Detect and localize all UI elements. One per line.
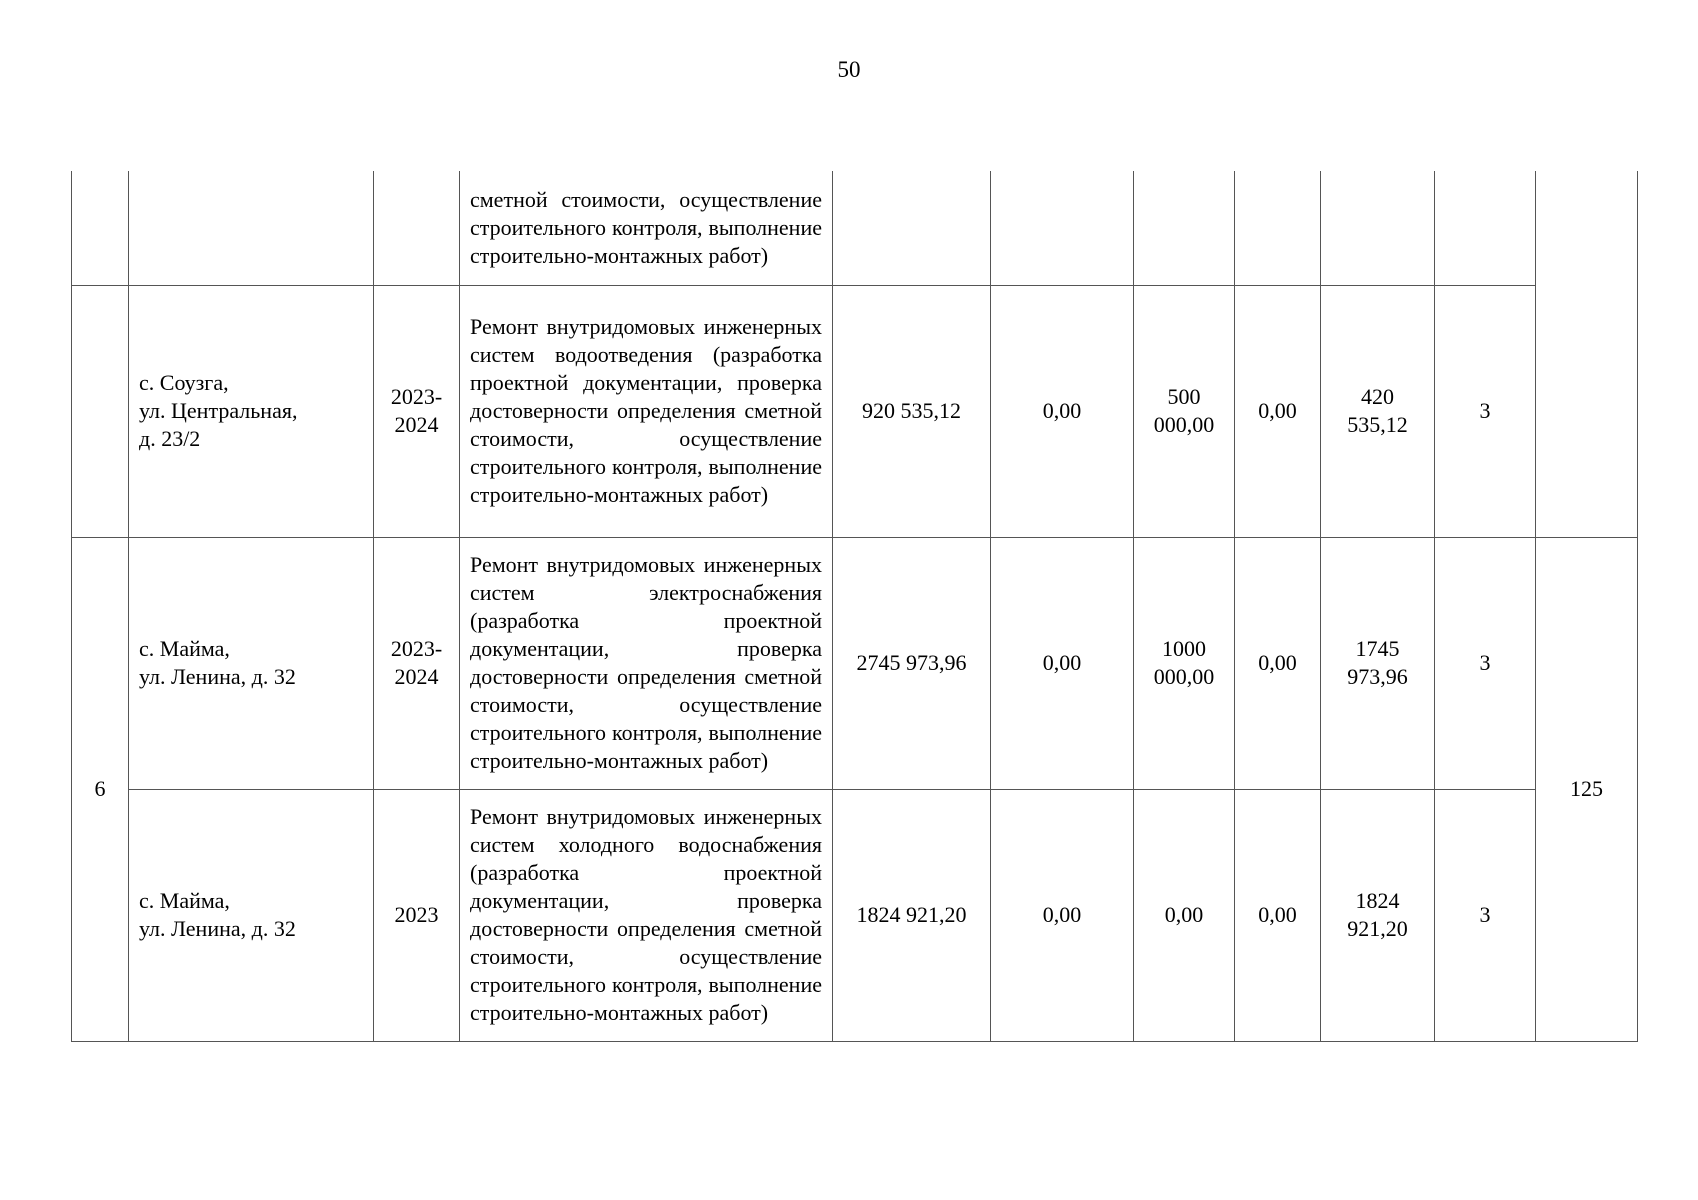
cell-sum (833, 171, 991, 285)
cell-total (1536, 171, 1638, 537)
cell-sum: 920 535,12 (833, 285, 991, 537)
page-number: 50 (837, 57, 861, 82)
cell-value-4-text: 1745 973,96 (1347, 636, 1408, 689)
cell-address: с. Соузга, ул. Центральная, д. 23/2 (129, 285, 374, 537)
cell-years: 2023- 2024 (374, 285, 460, 537)
cell-value-3 (1235, 171, 1321, 285)
cell-value-3: 0,00 (1235, 537, 1321, 789)
cell-value-4-text: 420 535,12 (1347, 384, 1408, 437)
table-row (72, 285, 1638, 537)
cell-value-2 (1134, 537, 1235, 789)
table-row (72, 789, 1638, 1041)
cell-value-4 (1321, 171, 1435, 285)
cell-value-2 (1134, 789, 1235, 1041)
cell-work-description: Ремонт внутридомовых инженерных систем водоотведения (разработка проектной документации, проверка достоверности определения сметной стоимости, осуществление строительного контроля, выполнение строительно-монтажных работ) (460, 285, 833, 537)
cell-address: с. Майма, ул. Ленина, д. 32 (129, 537, 374, 789)
cell-address (129, 171, 374, 285)
cell-value-3: 0,00 (1235, 285, 1321, 537)
cell-count: 3 (1435, 285, 1536, 537)
cell-count (1435, 171, 1536, 285)
cell-address: с. Майма, ул. Ленина, д. 32 (129, 789, 374, 1041)
cell-sum: 1824 921,20 (833, 789, 991, 1041)
cell-value-4 (1321, 285, 1435, 537)
table-row (72, 537, 1638, 789)
cell-value-2 (1134, 285, 1235, 537)
cell-work-description: Ремонт внутридомовых инженерных систем электроснабжения (разработка проектной документации, проверка достоверности определения сметной стоимости, осуществление строительного контроля, выполнение строительно-монтажных работ) (460, 537, 833, 789)
cell-value-4-text: 1824 921,20 (1347, 888, 1408, 941)
works-table (71, 171, 1638, 1042)
cell-total: 125 (1536, 537, 1638, 1041)
cell-value-4 (1321, 537, 1435, 789)
cell-number (72, 285, 129, 537)
cell-value-2-text: 500 000,00 (1153, 384, 1215, 437)
cell-count: 3 (1435, 789, 1536, 1041)
cell-work-description: сметной стоимости, осуществление строительного контроля, выполнение строительно-монтажных работ) (460, 171, 833, 285)
cell-value-2-text: 1000 000,00 (1153, 636, 1215, 689)
cell-value-2-text: 0,00 (1164, 902, 1204, 927)
cell-sum: 2745 973,96 (833, 537, 991, 789)
table-row-continuation (72, 171, 1638, 285)
cell-value-2 (1134, 171, 1235, 285)
cell-value-1: 0,00 (991, 537, 1134, 789)
cell-work-description: Ремонт внутридомовых инженерных систем холодного водоснабжения (разработка проектной документации, проверка достоверности определения сметной стоимости, осуществление строительного контроля, выполнение строительно-монтажных работ) (460, 789, 833, 1041)
cell-value-1: 0,00 (991, 789, 1134, 1041)
cell-number: 6 (72, 537, 129, 1041)
cell-years: 2023 (374, 789, 460, 1041)
cell-years: 2023- 2024 (374, 537, 460, 789)
cell-number (72, 171, 129, 285)
cell-count: 3 (1435, 537, 1536, 789)
cell-value-4 (1321, 789, 1435, 1041)
cell-years (374, 171, 460, 285)
cell-value-3: 0,00 (1235, 789, 1321, 1041)
cell-value-1 (991, 171, 1134, 285)
cell-value-1: 0,00 (991, 285, 1134, 537)
